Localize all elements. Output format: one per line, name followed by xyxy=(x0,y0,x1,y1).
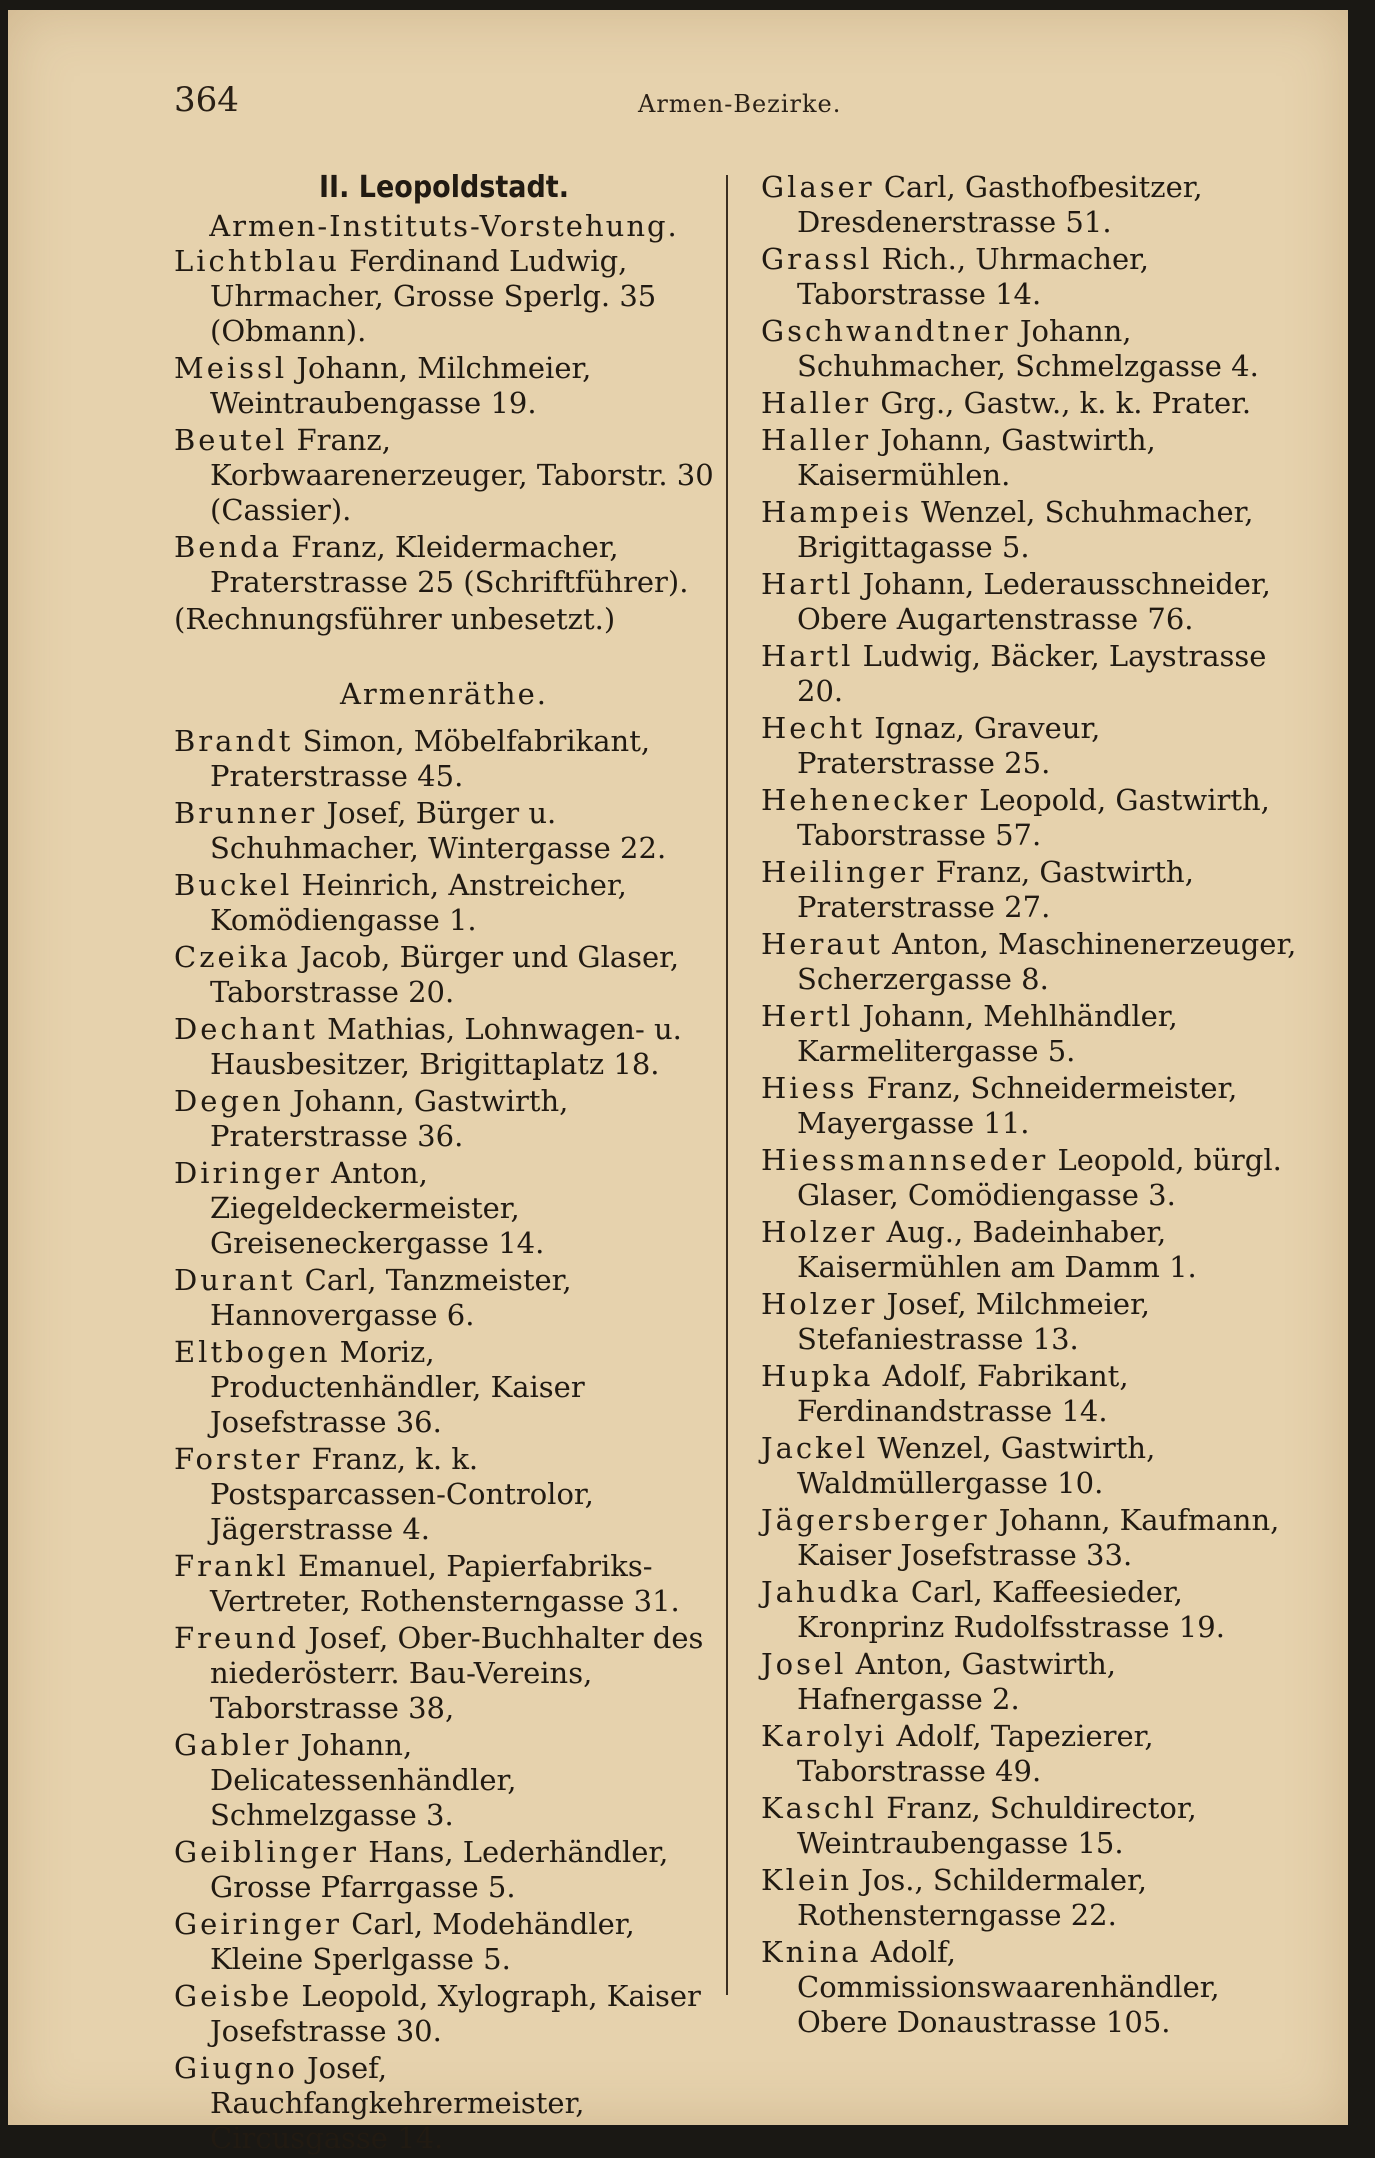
entry-details: Johann, Gastwirth, Praterstrasse 36. xyxy=(210,1084,569,1153)
armenraethe-list-right xyxy=(761,170,1301,2040)
list-item xyxy=(761,639,1301,709)
entry-details: Johann, Mehlhändler, Karmelitergasse 5. xyxy=(797,999,1178,1068)
list-item xyxy=(174,940,714,1010)
entry-name: Freund xyxy=(174,1621,300,1655)
entry-name: Klein xyxy=(761,1863,853,1897)
entry-details: Leopold, Gastwirth, Taborstrasse 57. xyxy=(797,783,1270,852)
list-item xyxy=(174,1335,714,1440)
list-item xyxy=(761,170,1301,240)
list-item xyxy=(174,1263,714,1333)
entry-name: Beutel xyxy=(174,423,288,457)
entry-name: Hertl xyxy=(761,999,854,1033)
entry-name: Czeika xyxy=(174,940,291,974)
entry-name: Lichtblau xyxy=(174,244,340,278)
list-item xyxy=(761,495,1301,565)
entry-details: Wenzel, Gastwirth, Waldmüllergasse 10. xyxy=(797,1431,1156,1500)
entry-name: Geiringer xyxy=(174,1907,343,1941)
list-item xyxy=(761,1575,1301,1645)
entry-name: Frankl xyxy=(174,1549,289,1583)
entry-name: Kaschl xyxy=(761,1791,878,1825)
entry-name: Jägersberger xyxy=(761,1503,990,1537)
entry-details: Franz, Gastwirth, Praterstrasse 27. xyxy=(797,855,1194,924)
entry-name: Gabler xyxy=(174,1728,292,1762)
list-item xyxy=(761,567,1301,637)
entry-name: Hampeis xyxy=(761,495,912,529)
list-item xyxy=(174,1621,714,1726)
section-title: II. Leopoldstadt. xyxy=(319,170,569,205)
armenraethe-list-left xyxy=(174,724,714,2156)
entry-name: Hehenecker xyxy=(761,783,970,817)
list-item xyxy=(761,386,1301,421)
entry-details: Josef, Rauchfangkehrermeister, Circusgasse 14. xyxy=(210,2051,585,2155)
entry-name: Geiblinger xyxy=(174,1835,359,1869)
entry-name: Hartl xyxy=(761,567,854,601)
entry-details: Adolf, Commissionswaarenhändler, Obere Donaustrasse 105. xyxy=(797,1935,1220,2039)
entry-name: Degen xyxy=(174,1084,284,1118)
entry-details: Johann, Schuhmacher, Schmelzgasse 4. xyxy=(797,314,1259,383)
running-title: Armen-Bezirke. xyxy=(638,90,842,118)
list-item xyxy=(174,1835,714,1905)
entry-name: Eltbogen xyxy=(174,1335,331,1369)
entry-name: Diringer xyxy=(174,1156,322,1190)
list-item xyxy=(174,1084,714,1154)
entry-name: Knina xyxy=(761,1935,862,1969)
entry-name: Dechant xyxy=(174,1012,318,1046)
list-item xyxy=(761,1791,1301,1861)
entry-details: Johann, Kaufmann, Kaiser Josefstrasse 33. xyxy=(797,1503,1280,1572)
list-item xyxy=(174,1979,714,2049)
list-item xyxy=(761,1359,1301,1429)
list-item xyxy=(761,1431,1301,1501)
entry-name: Buckel xyxy=(174,868,293,902)
list-item xyxy=(174,1549,714,1619)
entry-details: Josef, Ober-Buchhalter des niederösterr. Bau-Vereins, Taborstrasse 38, xyxy=(210,1621,704,1725)
entry-name: Haller xyxy=(761,423,872,457)
entry-name: Heraut xyxy=(761,927,883,961)
list-item xyxy=(174,351,714,421)
list-item xyxy=(761,1071,1301,1141)
entry-details: Ludwig, Bäcker, Laystrasse 20. xyxy=(797,639,1267,708)
list-item xyxy=(761,855,1301,925)
entry-details: Johann, Lederausschneider, Obere Augartenstrasse 76. xyxy=(797,567,1271,636)
column-divider xyxy=(726,175,728,1995)
entry-name: Hiessmannseder xyxy=(761,1143,1049,1177)
entry-details: Johann, Gastwirth, Kaisermühlen. xyxy=(797,423,1156,492)
entry-name: Grassl xyxy=(761,242,873,276)
list-item xyxy=(174,1012,714,1082)
entry-name: Holzer xyxy=(761,1287,878,1321)
list-item xyxy=(761,927,1301,997)
entry-details: Adolf, Fabrikant, Ferdinandstrasse 14. xyxy=(797,1359,1129,1428)
entry-name: Hartl xyxy=(761,639,854,673)
list-item xyxy=(761,1647,1301,1717)
entry-details: Ignaz, Graveur, Praterstrasse 25. xyxy=(797,711,1101,780)
list-item xyxy=(761,1287,1301,1357)
list-item xyxy=(761,1863,1301,1933)
list-item xyxy=(174,868,714,938)
entry-name: Hupka xyxy=(761,1359,874,1393)
entry-name: Benda xyxy=(174,530,283,564)
page xyxy=(8,10,1348,2155)
entry-name: Forster xyxy=(174,1442,303,1476)
armenraethe-heading: Armenräthe. xyxy=(339,677,548,711)
entry-name: Heilinger xyxy=(761,855,927,889)
list-item xyxy=(174,244,714,349)
list-item xyxy=(174,796,714,866)
list-item xyxy=(761,1215,1301,1285)
entry-details: Carl, Gasthofbesitzer, Dresdenerstrasse 51. xyxy=(797,170,1203,239)
spacer xyxy=(174,637,714,677)
list-item xyxy=(761,1503,1301,1573)
entry-name: Hecht xyxy=(761,711,866,745)
vorstehung-list xyxy=(174,244,714,600)
entry-details: Carl, Modehändler, Kleine Sperlgasse 5. xyxy=(210,1907,635,1976)
list-item xyxy=(761,423,1301,493)
entry-name: Jahudka xyxy=(761,1575,902,1609)
entry-details: Mathias, Lohnwagen- u. Hausbesitzer, Brigittaplatz 18. xyxy=(210,1012,682,1081)
list-item xyxy=(174,1442,714,1547)
entry-details: Franz, Korbwaarenerzeuger, Taborstr. 30 (Cassier). xyxy=(210,423,714,527)
entry-name: Holzer xyxy=(761,1215,878,1249)
entry-details: Heinrich, Anstreicher, Komödiengasse 1. xyxy=(210,868,627,937)
entry-details: Ferdinand Ludwig, Uhrmacher, Grosse Sperlg. 35 (Obmann). xyxy=(210,244,657,348)
entry-details: Franz, Schneidermeister, Mayergasse 11. xyxy=(797,1071,1238,1140)
list-item xyxy=(761,1935,1301,2040)
entry-details: Rich., Uhrmacher, Taborstrasse 14. xyxy=(797,242,1150,311)
entry-details: Carl, Kaffeesieder, Kronprinz Rudolfsstrasse 19. xyxy=(797,1575,1225,1644)
list-item xyxy=(761,711,1301,781)
vorstehung-note: (Rechnungsführer unbesetzt.) xyxy=(174,602,616,636)
list-item xyxy=(174,423,714,528)
entry-details: Anton, Maschinenerzeuger, Scherzergasse 8. xyxy=(797,927,1297,996)
page-number: 364 xyxy=(174,80,239,120)
list-item xyxy=(761,314,1301,384)
entry-name: Gschwandtner xyxy=(761,314,1011,348)
list-item xyxy=(174,724,714,794)
entry-details: Anton, Ziegeldeckermeister, Greiseneckergasse 14. xyxy=(210,1156,545,1260)
entry-details: Josef, Milchmeier, Stefaniestrasse 13. xyxy=(797,1287,1150,1356)
entry-details: Franz, k. k. Postsparcassen-Controlor, Jägerstrasse 4. xyxy=(210,1442,594,1546)
entry-details: Moriz, Productenhändler, Kaiser Josefstrasse 36. xyxy=(210,1335,585,1439)
entry-details: Jacob, Bürger und Glaser, Taborstrasse 20. xyxy=(210,940,680,1009)
list-item xyxy=(174,1728,714,1833)
entry-details: Jos., Schildermaler, Rothensterngasse 22. xyxy=(797,1863,1147,1932)
list-item xyxy=(761,1143,1301,1213)
list-item xyxy=(174,2051,714,2156)
entry-details: Leopold, Xylograph, Kaiser Josefstrasse 30. xyxy=(210,1979,701,2048)
right-column xyxy=(761,170,1301,2042)
entry-details: Franz, Schuldirector, Weintraubengasse 15. xyxy=(797,1791,1197,1860)
entry-details: Carl, Tanzmeister, Hannovergasse 6. xyxy=(210,1263,572,1332)
entry-name: Brunner xyxy=(174,796,318,830)
entry-name: Hiess xyxy=(761,1071,858,1105)
entry-details: Adolf, Tapezierer, Taborstrasse 49. xyxy=(797,1719,1154,1788)
entry-details: Simon, Möbelfabrikant, Praterstrasse 45. xyxy=(210,724,651,793)
entry-details: Josef, Bürger u. Schuhmacher, Wintergasse 22. xyxy=(210,796,667,865)
vorstehung-heading: Armen-Instituts-Vorstehung. xyxy=(209,209,679,243)
entry-name: Haller xyxy=(761,386,872,420)
entry-name: Glaser xyxy=(761,170,875,204)
list-item xyxy=(174,1156,714,1261)
entry-name: Durant xyxy=(174,1263,296,1297)
entry-name: Josel xyxy=(761,1647,847,1681)
list-item xyxy=(761,242,1301,312)
list-item xyxy=(761,1719,1301,1789)
entry-details: Franz, Kleidermacher, Praterstrasse 25 (Schriftführer). xyxy=(210,530,689,599)
entry-details: Anton, Gastwirth, Hafnergasse 2. xyxy=(797,1647,1116,1716)
entry-details: Leopold, bürgl. Glaser, Comödiengasse 3. xyxy=(797,1143,1282,1212)
entry-name: Giugno xyxy=(174,2051,298,2085)
entry-details: Hans, Lederhändler, Grosse Pfarrgasse 5. xyxy=(210,1835,669,1904)
entry-name: Meissl xyxy=(174,351,288,385)
list-item xyxy=(174,530,714,600)
entry-name: Karolyi xyxy=(761,1719,888,1753)
entry-details: Wenzel, Schuhmacher, Brigittagasse 5. xyxy=(797,495,1254,564)
entry-details: Johann, Milchmeier, Weintraubengasse 19. xyxy=(210,351,592,420)
list-item xyxy=(761,999,1301,1069)
entry-details: Emanuel, Papierfabriks-Vertreter, Rothensterngasse 31. xyxy=(210,1549,680,1618)
entry-name: Brandt xyxy=(174,724,294,758)
left-column xyxy=(174,170,714,2158)
entry-details: Johann, Delicatessenhändler, Schmelzgasse 3. xyxy=(210,1728,517,1832)
entry-name: Geisbe xyxy=(174,1979,293,2013)
entry-name: Jackel xyxy=(761,1431,869,1465)
entry-details: Grg., Gastw., k. k. Prater. xyxy=(871,386,1252,420)
list-item xyxy=(174,1907,714,1977)
entry-details: Aug., Badeinhaber, Kaisermühlen am Damm 1. xyxy=(797,1215,1197,1284)
list-item xyxy=(761,783,1301,853)
